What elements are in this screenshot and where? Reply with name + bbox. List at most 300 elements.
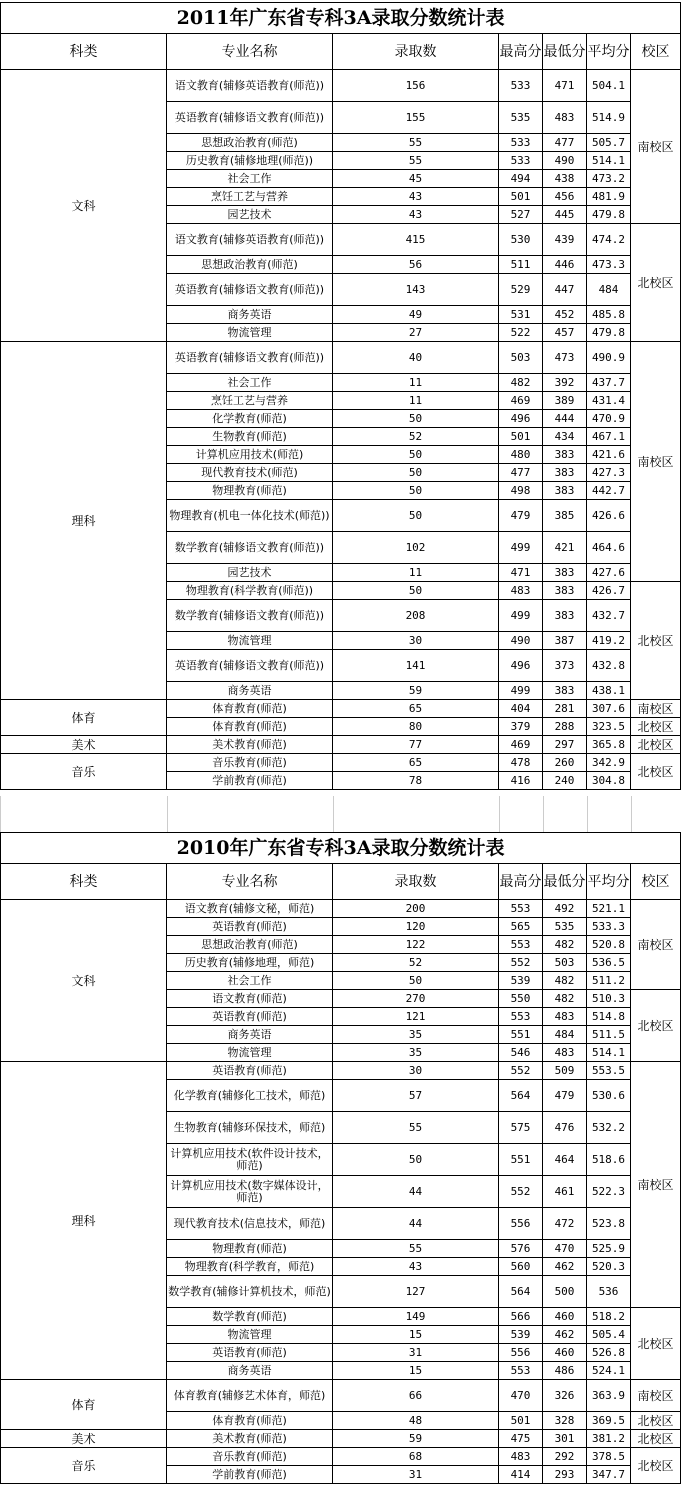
admitted-count-cell: 78 — [333, 772, 499, 790]
max-score-cell: 575 — [499, 1112, 543, 1144]
avg-score-cell: 470.9 — [587, 410, 631, 428]
avg-score-cell: 514.8 — [587, 1008, 631, 1026]
avg-score-cell: 514.1 — [587, 1044, 631, 1062]
header-cell: 校区 — [631, 34, 681, 70]
min-score-cell: 477 — [543, 134, 587, 152]
min-score-cell: 383 — [543, 582, 587, 600]
avg-score-cell: 520.3 — [587, 1258, 631, 1276]
min-score-cell: 438 — [543, 170, 587, 188]
admitted-count-cell: 59 — [333, 682, 499, 700]
max-score-cell: 551 — [499, 1026, 543, 1044]
max-score-cell: 556 — [499, 1208, 543, 1240]
min-score-cell: 500 — [543, 1276, 587, 1308]
min-score-cell: 385 — [543, 500, 587, 532]
avg-score-cell: 365.8 — [587, 736, 631, 754]
avg-score-cell: 536 — [587, 1276, 631, 1308]
avg-score-cell: 431.4 — [587, 392, 631, 410]
min-score-cell: 473 — [543, 342, 587, 374]
min-score-cell: 447 — [543, 274, 587, 306]
major-name-cell: 数学教育(辅修语文教育(师范)) — [167, 532, 333, 564]
avg-score-cell: 485.8 — [587, 306, 631, 324]
header-cell: 最高分 — [499, 34, 543, 70]
admitted-count-cell: 65 — [333, 754, 499, 772]
header-cell: 科类 — [1, 864, 167, 900]
admitted-count-cell: 55 — [333, 1240, 499, 1258]
max-score-cell: 498 — [499, 482, 543, 500]
max-score-cell: 414 — [499, 1466, 543, 1484]
table-title: 2010年广东省专科3A录取分数统计表 — [1, 833, 681, 864]
major-name-cell: 计算机应用技术(数字媒体设计，师范) — [167, 1176, 333, 1208]
max-score-cell: 576 — [499, 1240, 543, 1258]
max-score-cell: 550 — [499, 990, 543, 1008]
table-2011 — [0, 2, 681, 790]
max-score-cell: 483 — [499, 582, 543, 600]
avg-score-cell: 524.1 — [587, 1362, 631, 1380]
header-cell: 校区 — [631, 864, 681, 900]
min-score-cell: 479 — [543, 1080, 587, 1112]
avg-score-cell: 381.2 — [587, 1430, 631, 1448]
min-score-cell: 503 — [543, 954, 587, 972]
major-name-cell: 语文教育(师范) — [167, 990, 333, 1008]
admitted-count-cell: 50 — [333, 410, 499, 428]
campus-cell: 北校区 — [631, 224, 681, 342]
avg-score-cell: 438.1 — [587, 682, 631, 700]
avg-score-cell: 419.2 — [587, 632, 631, 650]
avg-score-cell: 426.7 — [587, 582, 631, 600]
major-name-cell: 音乐教育(师范) — [167, 1448, 333, 1466]
major-name-cell: 社会工作 — [167, 374, 333, 392]
major-name-cell: 园艺技术 — [167, 206, 333, 224]
admitted-count-cell: 141 — [333, 650, 499, 682]
major-name-cell: 生物教育(师范) — [167, 428, 333, 446]
max-score-cell: 469 — [499, 392, 543, 410]
min-score-cell: 482 — [543, 936, 587, 954]
min-score-cell: 383 — [543, 564, 587, 582]
admitted-count-cell: 15 — [333, 1362, 499, 1380]
admitted-count-cell: 55 — [333, 152, 499, 170]
min-score-cell: 482 — [543, 972, 587, 990]
campus-cell: 南校区 — [631, 70, 681, 224]
admitted-count-cell: 208 — [333, 600, 499, 632]
major-name-cell: 语文教育(辅修英语教育(师范)) — [167, 224, 333, 256]
max-score-cell: 552 — [499, 1176, 543, 1208]
major-name-cell: 英语教育(师范) — [167, 1008, 333, 1026]
min-score-cell: 297 — [543, 736, 587, 754]
header-cell: 录取数 — [333, 864, 499, 900]
max-score-cell: 475 — [499, 1430, 543, 1448]
max-score-cell: 511 — [499, 256, 543, 274]
min-score-cell: 301 — [543, 1430, 587, 1448]
min-score-cell: 446 — [543, 256, 587, 274]
admitted-count-cell: 11 — [333, 564, 499, 582]
avg-score-cell: 533.3 — [587, 918, 631, 936]
avg-score-cell: 437.7 — [587, 374, 631, 392]
major-name-cell: 物理教育(机电一体化技术(师范)) — [167, 500, 333, 532]
max-score-cell: 552 — [499, 954, 543, 972]
admitted-count-cell: 65 — [333, 700, 499, 718]
admitted-count-cell: 50 — [333, 1144, 499, 1176]
max-score-cell: 566 — [499, 1308, 543, 1326]
avg-score-cell: 490.9 — [587, 342, 631, 374]
max-score-cell: 565 — [499, 918, 543, 936]
header-cell: 平均分 — [587, 864, 631, 900]
table-row — [1, 70, 681, 102]
min-score-cell: 281 — [543, 700, 587, 718]
avg-score-cell: 530.6 — [587, 1080, 631, 1112]
table-row — [1, 736, 681, 754]
avg-score-cell: 510.3 — [587, 990, 631, 1008]
min-score-cell: 457 — [543, 324, 587, 342]
max-score-cell: 564 — [499, 1276, 543, 1308]
min-score-cell: 383 — [543, 482, 587, 500]
max-score-cell: 533 — [499, 134, 543, 152]
avg-score-cell: 553.5 — [587, 1062, 631, 1080]
max-score-cell: 470 — [499, 1380, 543, 1412]
max-score-cell: 501 — [499, 1412, 543, 1430]
max-score-cell: 533 — [499, 70, 543, 102]
major-name-cell: 数学教育(辅修语文教育(师范)) — [167, 600, 333, 632]
admitted-count-cell: 31 — [333, 1466, 499, 1484]
max-score-cell: 553 — [499, 936, 543, 954]
avg-score-cell: 363.9 — [587, 1380, 631, 1412]
major-name-cell: 体育教育(辅修艺术体育，师范) — [167, 1380, 333, 1412]
max-score-cell: 496 — [499, 650, 543, 682]
major-name-cell: 学前教育(师范) — [167, 772, 333, 790]
header-cell: 最低分 — [543, 34, 587, 70]
table-row — [1, 1062, 681, 1080]
avg-score-cell: 521.1 — [587, 900, 631, 918]
score-table-2011 — [0, 2, 681, 790]
major-name-cell: 物理教育(师范) — [167, 482, 333, 500]
admitted-count-cell: 121 — [333, 1008, 499, 1026]
admitted-count-cell: 44 — [333, 1176, 499, 1208]
major-name-cell: 英语教育(辅修语文教育(师范)) — [167, 650, 333, 682]
max-score-cell: 501 — [499, 428, 543, 446]
min-score-cell: 462 — [543, 1326, 587, 1344]
category-cell: 美术 — [1, 736, 167, 754]
max-score-cell: 553 — [499, 1008, 543, 1026]
min-score-cell: 472 — [543, 1208, 587, 1240]
avg-score-cell: 514.1 — [587, 152, 631, 170]
major-name-cell: 商务英语 — [167, 1362, 333, 1380]
major-name-cell: 历史教育(辅修地理，师范) — [167, 954, 333, 972]
max-score-cell: 553 — [499, 1362, 543, 1380]
table-row — [1, 342, 681, 374]
major-name-cell: 商务英语 — [167, 1026, 333, 1044]
admitted-count-cell: 50 — [333, 464, 499, 482]
avg-score-cell: 511.5 — [587, 1026, 631, 1044]
major-name-cell: 数学教育(辅修计算机技术，师范) — [167, 1276, 333, 1308]
admitted-count-cell: 44 — [333, 1208, 499, 1240]
min-score-cell: 387 — [543, 632, 587, 650]
table-row — [1, 1430, 681, 1448]
max-score-cell: 560 — [499, 1258, 543, 1276]
min-score-cell: 460 — [543, 1344, 587, 1362]
max-score-cell: 556 — [499, 1344, 543, 1362]
avg-score-cell: 479.8 — [587, 324, 631, 342]
min-score-cell: 462 — [543, 1258, 587, 1276]
table-row — [1, 900, 681, 918]
admitted-count-cell: 35 — [333, 1044, 499, 1062]
admitted-count-cell: 11 — [333, 374, 499, 392]
major-name-cell: 现代教育技术(信息技术，师范) — [167, 1208, 333, 1240]
avg-score-cell: 464.6 — [587, 532, 631, 564]
admitted-count-cell: 56 — [333, 256, 499, 274]
avg-score-cell: 432.7 — [587, 600, 631, 632]
major-name-cell: 生物教育(辅修环保技术，师范) — [167, 1112, 333, 1144]
max-score-cell: 480 — [499, 446, 543, 464]
admitted-count-cell: 122 — [333, 936, 499, 954]
min-score-cell: 383 — [543, 446, 587, 464]
admitted-count-cell: 43 — [333, 1258, 499, 1276]
min-score-cell: 240 — [543, 772, 587, 790]
admitted-count-cell: 30 — [333, 632, 499, 650]
min-score-cell: 434 — [543, 428, 587, 446]
major-name-cell: 英语教育(辅修语文教育(师范)) — [167, 342, 333, 374]
major-name-cell: 英语教育(师范) — [167, 918, 333, 936]
max-score-cell: 479 — [499, 500, 543, 532]
max-score-cell: 499 — [499, 600, 543, 632]
admitted-count-cell: 66 — [333, 1380, 499, 1412]
min-score-cell: 328 — [543, 1412, 587, 1430]
avg-score-cell: 481.9 — [587, 188, 631, 206]
admitted-count-cell: 15 — [333, 1326, 499, 1344]
min-score-cell: 483 — [543, 1008, 587, 1026]
min-score-cell: 373 — [543, 650, 587, 682]
min-score-cell: 486 — [543, 1362, 587, 1380]
campus-cell: 南校区 — [631, 700, 681, 718]
max-score-cell: 531 — [499, 306, 543, 324]
major-name-cell: 体育教育(师范) — [167, 1412, 333, 1430]
admitted-count-cell: 50 — [333, 972, 499, 990]
max-score-cell: 416 — [499, 772, 543, 790]
avg-score-cell: 467.1 — [587, 428, 631, 446]
min-score-cell: 326 — [543, 1380, 587, 1412]
avg-score-cell: 432.8 — [587, 650, 631, 682]
table-2010 — [0, 832, 681, 1484]
max-score-cell: 478 — [499, 754, 543, 772]
blank-row-gap — [0, 796, 681, 833]
admitted-count-cell: 35 — [333, 1026, 499, 1044]
admitted-count-cell: 43 — [333, 206, 499, 224]
max-score-cell: 530 — [499, 224, 543, 256]
min-score-cell: 535 — [543, 918, 587, 936]
admitted-count-cell: 52 — [333, 428, 499, 446]
category-cell: 文科 — [1, 70, 167, 342]
admitted-count-cell: 156 — [333, 70, 499, 102]
avg-score-cell: 342.9 — [587, 754, 631, 772]
max-score-cell: 379 — [499, 718, 543, 736]
min-score-cell: 293 — [543, 1466, 587, 1484]
major-name-cell: 商务英语 — [167, 306, 333, 324]
campus-cell: 南校区 — [631, 1380, 681, 1412]
major-name-cell: 物理教育(科学教育，师范) — [167, 1258, 333, 1276]
avg-score-cell: 525.9 — [587, 1240, 631, 1258]
major-name-cell: 体育教育(师范) — [167, 700, 333, 718]
max-score-cell: 553 — [499, 900, 543, 918]
max-score-cell: 499 — [499, 532, 543, 564]
max-score-cell: 501 — [499, 188, 543, 206]
admitted-count-cell: 68 — [333, 1448, 499, 1466]
max-score-cell: 546 — [499, 1044, 543, 1062]
admitted-count-cell: 415 — [333, 224, 499, 256]
campus-cell: 北校区 — [631, 1412, 681, 1430]
major-name-cell: 物理教育(师范) — [167, 1240, 333, 1258]
major-name-cell: 体育教育(师范) — [167, 718, 333, 736]
max-score-cell: 490 — [499, 632, 543, 650]
campus-cell: 南校区 — [631, 1062, 681, 1308]
campus-cell: 北校区 — [631, 1448, 681, 1484]
min-score-cell: 464 — [543, 1144, 587, 1176]
max-score-cell: 551 — [499, 1144, 543, 1176]
major-name-cell: 物流管理 — [167, 1326, 333, 1344]
header-cell: 最低分 — [543, 864, 587, 900]
min-score-cell: 288 — [543, 718, 587, 736]
min-score-cell: 471 — [543, 70, 587, 102]
min-score-cell: 444 — [543, 410, 587, 428]
avg-score-cell: 378.5 — [587, 1448, 631, 1466]
major-name-cell: 物流管理 — [167, 632, 333, 650]
avg-score-cell: 504.1 — [587, 70, 631, 102]
avg-score-cell: 421.6 — [587, 446, 631, 464]
campus-cell: 北校区 — [631, 718, 681, 736]
major-name-cell: 园艺技术 — [167, 564, 333, 582]
major-name-cell: 美术教育(师范) — [167, 1430, 333, 1448]
campus-cell: 南校区 — [631, 342, 681, 582]
header-row — [1, 34, 681, 70]
major-name-cell: 化学教育(师范) — [167, 410, 333, 428]
max-score-cell: 527 — [499, 206, 543, 224]
campus-cell: 北校区 — [631, 1430, 681, 1448]
admitted-count-cell: 102 — [333, 532, 499, 564]
min-score-cell: 421 — [543, 532, 587, 564]
table-row — [1, 1380, 681, 1412]
avg-score-cell: 473.3 — [587, 256, 631, 274]
avg-score-cell: 505.7 — [587, 134, 631, 152]
header-row — [1, 864, 681, 900]
max-score-cell: 503 — [499, 342, 543, 374]
admitted-count-cell: 50 — [333, 582, 499, 600]
major-name-cell: 学前教育(师范) — [167, 1466, 333, 1484]
max-score-cell: 499 — [499, 682, 543, 700]
avg-score-cell: 426.6 — [587, 500, 631, 532]
category-cell: 理科 — [1, 342, 167, 700]
major-name-cell: 化学教育(辅修化工技术，师范) — [167, 1080, 333, 1112]
admitted-count-cell: 40 — [333, 342, 499, 374]
admitted-count-cell: 43 — [333, 188, 499, 206]
min-score-cell: 383 — [543, 682, 587, 700]
avg-score-cell: 523.8 — [587, 1208, 631, 1240]
category-cell: 文科 — [1, 900, 167, 1062]
avg-score-cell: 473.2 — [587, 170, 631, 188]
admitted-count-cell: 149 — [333, 1308, 499, 1326]
major-name-cell: 语文教育(辅修英语教育(师范)) — [167, 70, 333, 102]
major-name-cell: 英语教育(师范) — [167, 1062, 333, 1080]
header-cell: 专业名称 — [167, 864, 333, 900]
max-score-cell: 404 — [499, 700, 543, 718]
campus-cell: 北校区 — [631, 582, 681, 700]
admitted-count-cell: 52 — [333, 954, 499, 972]
major-name-cell: 思想政治教育(师范) — [167, 936, 333, 954]
avg-score-cell: 514.9 — [587, 102, 631, 134]
min-score-cell: 456 — [543, 188, 587, 206]
min-score-cell: 476 — [543, 1112, 587, 1144]
min-score-cell: 461 — [543, 1176, 587, 1208]
min-score-cell: 490 — [543, 152, 587, 170]
max-score-cell: 539 — [499, 1326, 543, 1344]
major-name-cell: 思想政治教育(师范) — [167, 134, 333, 152]
avg-score-cell: 505.4 — [587, 1326, 631, 1344]
avg-score-cell: 532.2 — [587, 1112, 631, 1144]
min-score-cell: 260 — [543, 754, 587, 772]
avg-score-cell: 484 — [587, 274, 631, 306]
table-row — [1, 754, 681, 772]
header-cell: 最高分 — [499, 864, 543, 900]
category-cell: 美术 — [1, 1430, 167, 1448]
major-name-cell: 商务英语 — [167, 682, 333, 700]
max-score-cell: 482 — [499, 374, 543, 392]
admitted-count-cell: 11 — [333, 392, 499, 410]
min-score-cell: 392 — [543, 374, 587, 392]
header-cell: 平均分 — [587, 34, 631, 70]
campus-cell: 北校区 — [631, 990, 681, 1062]
min-score-cell: 460 — [543, 1308, 587, 1326]
avg-score-cell: 526.8 — [587, 1344, 631, 1362]
avg-score-cell: 442.7 — [587, 482, 631, 500]
category-cell: 理科 — [1, 1062, 167, 1380]
score-table-2010 — [0, 832, 681, 1484]
min-score-cell: 383 — [543, 600, 587, 632]
min-score-cell: 484 — [543, 1026, 587, 1044]
table-row — [1, 700, 681, 718]
admitted-count-cell: 80 — [333, 718, 499, 736]
avg-score-cell: 369.5 — [587, 1412, 631, 1430]
max-score-cell: 496 — [499, 410, 543, 428]
avg-score-cell: 518.6 — [587, 1144, 631, 1176]
admitted-count-cell: 48 — [333, 1412, 499, 1430]
min-score-cell: 383 — [543, 464, 587, 482]
major-name-cell: 英语教育(辅修语文教育(师范)) — [167, 274, 333, 306]
major-name-cell: 社会工作 — [167, 170, 333, 188]
category-cell: 体育 — [1, 1380, 167, 1430]
header-cell: 专业名称 — [167, 34, 333, 70]
admitted-count-cell: 31 — [333, 1344, 499, 1362]
table-title: 2011年广东省专科3A录取分数统计表 — [1, 3, 681, 34]
max-score-cell: 529 — [499, 274, 543, 306]
category-cell: 音乐 — [1, 1448, 167, 1484]
major-name-cell: 现代教育技术(师范) — [167, 464, 333, 482]
campus-cell: 北校区 — [631, 754, 681, 790]
admitted-count-cell: 27 — [333, 324, 499, 342]
avg-score-cell: 347.7 — [587, 1466, 631, 1484]
min-score-cell: 470 — [543, 1240, 587, 1258]
min-score-cell: 492 — [543, 900, 587, 918]
major-name-cell: 语文教育(辅修文秘，师范) — [167, 900, 333, 918]
admitted-count-cell: 50 — [333, 446, 499, 464]
max-score-cell: 494 — [499, 170, 543, 188]
campus-cell: 北校区 — [631, 736, 681, 754]
avg-score-cell: 427.3 — [587, 464, 631, 482]
avg-score-cell: 307.6 — [587, 700, 631, 718]
admitted-count-cell: 270 — [333, 990, 499, 1008]
max-score-cell: 564 — [499, 1080, 543, 1112]
avg-score-cell: 474.2 — [587, 224, 631, 256]
major-name-cell: 物流管理 — [167, 1044, 333, 1062]
admitted-count-cell: 155 — [333, 102, 499, 134]
avg-score-cell: 304.8 — [587, 772, 631, 790]
admitted-count-cell: 127 — [333, 1276, 499, 1308]
avg-score-cell: 536.5 — [587, 954, 631, 972]
